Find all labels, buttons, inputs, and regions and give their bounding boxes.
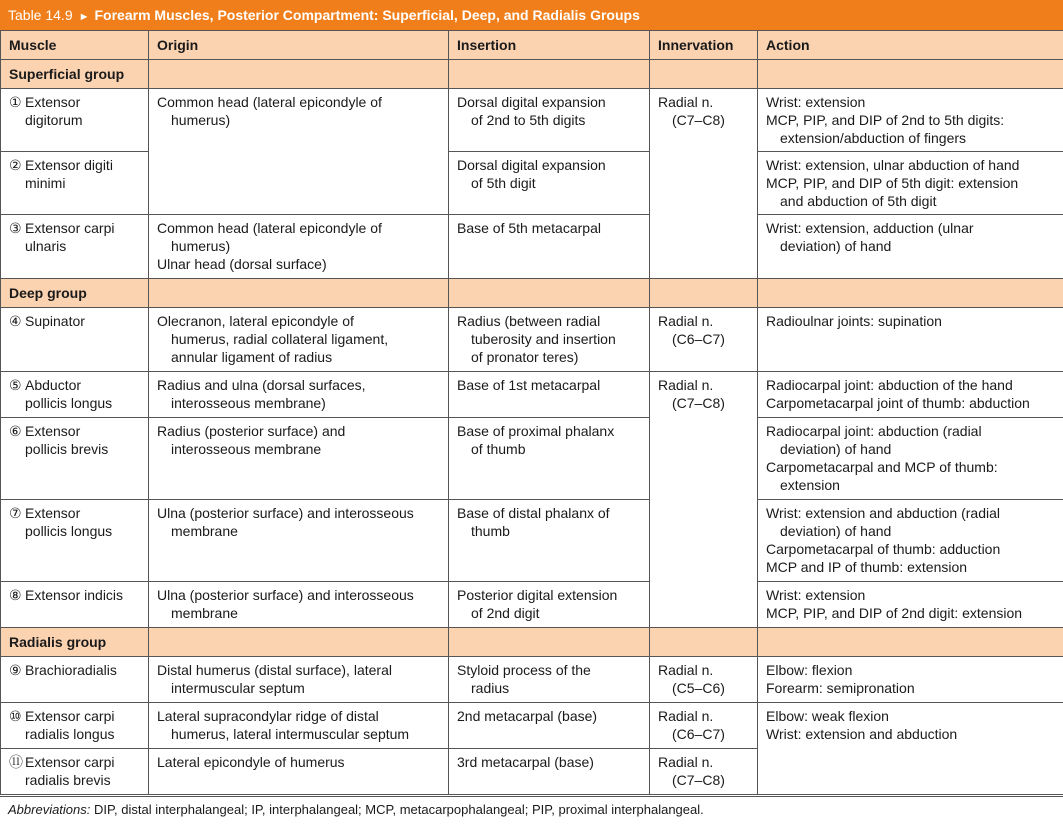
table-row <box>1 215 1063 279</box>
abbreviations-footnote <box>0 796 1063 825</box>
action-cell: Wrist: extension, adduction (ulnar deviation) of hand <box>758 215 1063 279</box>
action-cell: Wrist: extension MCP, PIP, and DIP of 2nd to 5th digits: extension/abduction of fingers <box>758 89 1063 152</box>
origin-cell: Distal humerus (distal surface), lateral intermuscular septum <box>149 657 449 703</box>
insertion-cell: Dorsal digital expansion of 2nd to 5th digits <box>449 89 650 152</box>
table-row <box>1 308 1063 372</box>
innervation-cell: Radial n. (C7–C8) <box>650 372 758 628</box>
muscle-cell: ⑦ Extensor pollicis longus <box>1 500 149 582</box>
muscle-cell: ⑧ Extensor indicis <box>1 582 149 628</box>
arrow-icon: ► <box>78 11 90 23</box>
row-number: ⑤ <box>9 377 22 393</box>
origin-cell: Radius (posterior surface) and interosseous membrane <box>149 418 449 500</box>
innervation-cell: Radial n. (C6–C7) <box>650 308 758 372</box>
origin-cell: Common head (lateral epicondyle of humerus) <box>149 89 449 215</box>
table-row <box>1 703 1063 749</box>
insertion-cell: Radius (between radial tuberosity and insertion of pronator teres) <box>449 308 650 372</box>
insertion-cell: Base of 5th metacarpal <box>449 215 650 279</box>
header-origin: Origin <box>149 31 449 60</box>
origin-cell: Lateral epicondyle of humerus <box>149 749 449 795</box>
table-row <box>1 89 1063 152</box>
header-action: Action <box>758 31 1063 60</box>
group-row-deep <box>1 279 1063 308</box>
table-title-bar <box>0 0 1063 30</box>
insertion-cell: Styloid process of the radius <box>449 657 650 703</box>
muscle-cell: ⑤ Abductor pollicis longus <box>1 372 149 418</box>
origin-cell: Common head (lateral epicondyle of humerus) Ulnar head (dorsal surface) <box>149 215 449 279</box>
insertion-cell: 2nd metacarpal (base) <box>449 703 650 749</box>
insertion-cell: Dorsal digital expansion of 5th digit <box>449 152 650 215</box>
row-number: ③ <box>9 220 22 236</box>
row-number: ④ <box>9 313 22 329</box>
header-row <box>1 31 1063 60</box>
action-cell: Wrist: extension and abduction (radial deviation) of hand Carpometacarpal of thumb: adduction MCP and IP of thumb: extension <box>758 500 1063 582</box>
group-label-superficial: Superficial group <box>1 60 149 89</box>
header-insertion: Insertion <box>449 31 650 60</box>
table-row <box>1 582 1063 628</box>
header-muscle: Muscle <box>1 31 149 60</box>
row-number: ⑦ <box>9 505 22 521</box>
insertion-cell: Base of 1st metacarpal <box>449 372 650 418</box>
muscle-cell: ③ Extensor carpi ulnaris <box>1 215 149 279</box>
muscle-cell: ⑥ Extensor pollicis brevis <box>1 418 149 500</box>
table-row <box>1 372 1063 418</box>
table-number: Table 14.9 <box>8 7 73 23</box>
innervation-cell: Radial n. (C7–C8) <box>650 89 758 279</box>
muscle-cell: ⑪ Extensor carpi radialis brevis <box>1 749 149 795</box>
action-cell: Radiocarpal joint: abduction (radial deviation) of hand Carpometacarpal and MCP of thumb: extension <box>758 418 1063 500</box>
action-cell: Wrist: extension MCP, PIP, and DIP of 2nd digit: extension <box>758 582 1063 628</box>
insertion-cell: Base of proximal phalanx of thumb <box>449 418 650 500</box>
header-innervation: Innervation <box>650 31 758 60</box>
abbreviations-text: DIP, distal interphalangeal; IP, interphalangeal; MCP, metacarpophalangeal; PIP, proximal interphalangeal. <box>94 802 704 817</box>
row-number: ⑧ <box>9 587 22 603</box>
group-row-superficial <box>1 60 1063 89</box>
origin-cell: Olecranon, lateral epicondyle of humerus, radial collateral ligament, annular ligament of radius <box>149 308 449 372</box>
muscle-cell: ⑨ Brachioradialis <box>1 657 149 703</box>
row-number: ⑥ <box>9 423 22 439</box>
origin-cell: Radius and ulna (dorsal surfaces, interosseous membrane) <box>149 372 449 418</box>
action-cell: Radioulnar joints: supination <box>758 308 1063 372</box>
innervation-cell: Radial n. (C5–C6) <box>650 657 758 703</box>
muscle-cell: ⑩ Extensor carpi radialis longus <box>1 703 149 749</box>
action-cell: Elbow: weak flexion Wrist: extension and abduction <box>758 703 1063 795</box>
table-title: Forearm Muscles, Posterior Compartment: Superficial, Deep, and Radialis Groups <box>94 7 640 23</box>
table-row <box>1 500 1063 582</box>
insertion-cell: Posterior digital extension of 2nd digit <box>449 582 650 628</box>
innervation-cell: Radial n. (C6–C7) <box>650 703 758 749</box>
insertion-cell: Base of distal phalanx of thumb <box>449 500 650 582</box>
action-cell: Radiocarpal joint: abduction of the hand Carpometacarpal joint of thumb: abduction <box>758 372 1063 418</box>
origin-cell: Lateral supracondylar ridge of distal humerus, lateral intermuscular septum <box>149 703 449 749</box>
action-cell: Elbow: flexion Forearm: semipronation <box>758 657 1063 703</box>
muscle-cell: ④ Supinator <box>1 308 149 372</box>
muscle-cell: ① Extensor digitorum <box>1 89 149 152</box>
row-number: ② <box>9 157 22 173</box>
row-number: ⑪ <box>9 754 23 770</box>
row-number: ⑩ <box>9 708 22 724</box>
insertion-cell: 3rd metacarpal (base) <box>449 749 650 795</box>
muscle-cell: ② Extensor digiti minimi <box>1 152 149 215</box>
action-cell: Wrist: extension, ulnar abduction of hand MCP, PIP, and DIP of 5th digit: extension and abduction of 5th digit <box>758 152 1063 215</box>
group-label-deep: Deep group <box>1 279 149 308</box>
row-number: ⑨ <box>9 662 22 678</box>
row-number: ① <box>9 94 22 110</box>
origin-cell: Ulna (posterior surface) and interosseous membrane <box>149 582 449 628</box>
innervation-cell: Radial n. (C7–C8) <box>650 749 758 795</box>
muscle-table <box>0 30 1063 795</box>
group-row-radialis <box>1 628 1063 657</box>
table-row <box>1 657 1063 703</box>
origin-cell: Ulna (posterior surface) and interosseous membrane <box>149 500 449 582</box>
abbreviations-label: Abbreviations: <box>8 802 91 817</box>
group-label-radialis: Radialis group <box>1 628 149 657</box>
table-row <box>1 418 1063 500</box>
